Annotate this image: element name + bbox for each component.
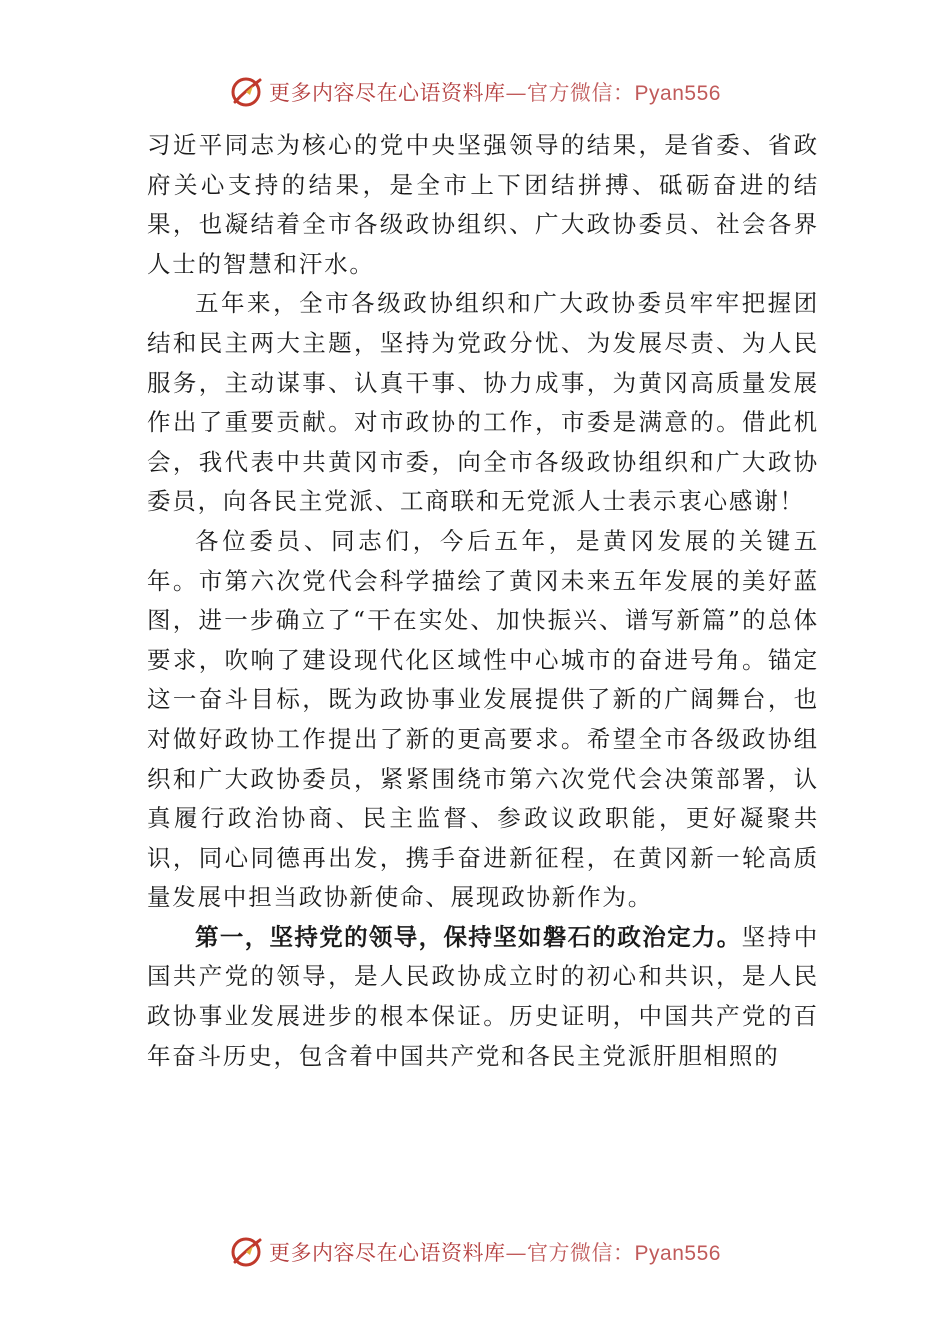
paragraph-4-heading: 第一，坚持党的领导，保持坚如磐石的政治定力。 <box>195 922 742 951</box>
seal-logo-icon <box>229 75 263 109</box>
header-banner-wechat-id: Pyan556 <box>634 82 721 105</box>
paragraph-1: 习近平同志为核心的党中央坚强领导的结果，是省委、省政府关心支持的结果，是全市上下团结拼搏、砥砺奋进的结果，也凝结着全市各级政协组织、广大政协委员、社会各界人士的智慧和汗水。 <box>147 131 819 278</box>
header-banner-official: —官方微信： <box>505 81 635 105</box>
document-body <box>147 126 819 1076</box>
footer-banner-wechat-id: Pyan556 <box>634 1242 721 1265</box>
footer-banner-text <box>269 1237 721 1267</box>
header-banner <box>0 72 950 112</box>
header-banner-main: 更多内容尽在心语资料库 <box>269 81 506 105</box>
footer-banner-official: —官方微信： <box>505 1241 635 1265</box>
header-banner-text <box>269 77 721 107</box>
paragraph-4-text: 坚持中国共产党的领导，是人民政协成立时的初心和共识，是人民政协事业发展进步的根本保证。历史证明，中国共产党的百年奋斗历史，包含着中国共产党和各民主党派肝胆相照的 <box>147 922 820 1070</box>
footer-banner-main: 更多内容尽在心语资料库 <box>269 1241 506 1265</box>
paragraph-2: 五年来，全市各级政协组织和广大政协委员牢牢把握团结和民主两大主题，坚持为党政分忧、为发展尽责、为人民服务，主动谋事、认真干事、协力成事，为黄冈高质量发展作出了重要贡献。对市政协的工作，市委是满意的。借此机会，我代表中共黄冈市委，向全市各级政协组织和广大政协委员，向各民主党派、工商联和无党派人士表示衷心感谢！ <box>147 289 819 516</box>
paragraph-4 <box>147 918 819 1076</box>
seal-logo-icon <box>229 1235 263 1269</box>
footer-banner <box>0 1232 950 1272</box>
paragraph-3: 各位委员、同志们，今后五年，是黄冈发展的关键五年。市第六次党代会科学描绘了黄冈未来五年发展的美好蓝图，进一步确立了“干在实处、加快振兴、谱写新篇”的总体要求，吹响了建设现代化区域性中心城市的奋进号角。锚定这一奋斗目标，既为政协事业发展提供了新的广阔舞台，也对做好政协工作提出了新的更高要求。希望全市各级政协组织和广大政协委员，紧紧围绕市第六次党代会决策部署，认真履行政治协商、民主监督、参政议政职能，更好凝聚共识，同心同德再出发，携手奋进新征程，在黄冈新一轮高质量发展中担当政协新使命、展现政协新作为。 <box>147 526 819 912</box>
